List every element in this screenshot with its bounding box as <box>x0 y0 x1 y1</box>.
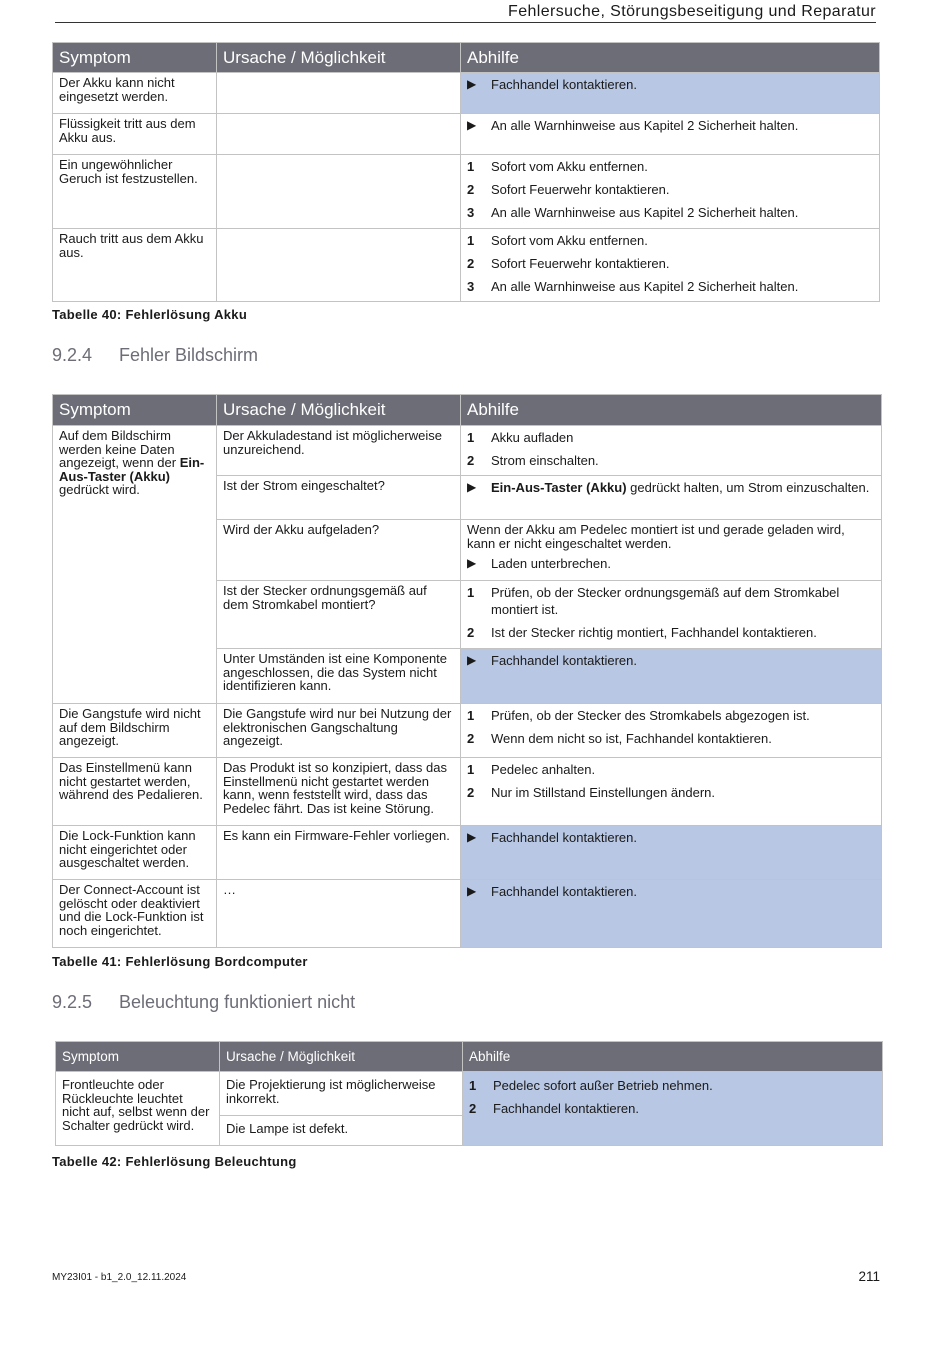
table-caption: Tabelle 40: Fehlerlösung Akku <box>52 307 248 322</box>
remedy-cell <box>461 649 882 704</box>
symptom-cell: Das Einstellmenü kann nicht gestartet werden, während des Pedalieren. <box>53 758 217 826</box>
remedy-cell <box>461 229 880 302</box>
symptom-cell: Rauch tritt aus dem Akku aus. <box>53 229 217 302</box>
remedy-step: 2 Sofort Feuerwehr kontaktieren. <box>467 182 670 197</box>
remedy-step: ▶ An alle Warnhinweise aus Kapitel 2 Sicherheit halten. <box>467 118 799 133</box>
cause-cell <box>217 155 461 229</box>
table-caption: Tabelle 42: Fehlerlösung Beleuchtung <box>52 1154 297 1169</box>
col-cause: Ursache / Möglichkeit <box>217 43 461 73</box>
remedy-cell <box>461 758 882 826</box>
cause-cell: Die Lampe ist defekt. <box>220 1116 463 1146</box>
symptom-cell: Ein ungewöhnlicher Geruch ist festzustellen. <box>53 155 217 229</box>
remedy-step: 2 Sofort Feuerwehr kontaktieren. <box>467 256 670 271</box>
remedy-step: ▶ Fachhandel kontaktieren. <box>467 653 637 668</box>
remedy-cell <box>463 1072 883 1146</box>
remedy-cell <box>461 826 882 880</box>
cause-cell: Die Projektierung ist möglicherweise inkorrekt. <box>220 1072 463 1116</box>
remedy-step: 1 Prüfen, ob der Stecker ordnungsgemäß auf dem Stromkabel montiert ist. <box>467 585 840 617</box>
remedy-step: ▶ Fachhandel kontaktieren. <box>467 884 637 899</box>
remedy-note: Wenn der Akku am Pedelec montiert ist und gerade geladen wird, kann er nicht eingeschaltet werden. <box>467 522 845 551</box>
remedy-cell <box>461 73 880 114</box>
table-row <box>53 73 880 114</box>
cause-cell <box>217 114 461 155</box>
remedy-step: 2 Nur im Stillstand Einstellungen ändern. <box>467 785 716 800</box>
table-row <box>53 229 880 302</box>
cause-cell: Es kann ein Firmware-Fehler vorliegen. <box>217 826 461 880</box>
col-cause: Ursache / Möglichkeit <box>220 1042 463 1072</box>
remedy-step: ▶ Fachhandel kontaktieren. <box>467 830 637 845</box>
table-row <box>56 1072 883 1116</box>
section-title: Beleuchtung funktioniert nicht <box>119 992 356 1012</box>
cause-cell: Die Gangstufe wird nur bei Nutzung der elektronischen Gangschaltung angezeigt. <box>217 704 461 758</box>
symptom-cell: Auf dem Bildschirm werden keine Daten angezeigt, wenn der Ein-Aus-Taster (Akku) gedrückt wird. <box>53 426 217 704</box>
section-heading <box>52 345 258 366</box>
arrow-right-icon: ▶ <box>467 480 477 494</box>
table-row <box>53 758 882 826</box>
arrow-right-icon: ▶ <box>467 884 477 898</box>
symptom-cell: Der Akku kann nicht eingesetzt werden. <box>53 73 217 114</box>
table-row <box>53 114 880 155</box>
col-cause: Ursache / Möglichkeit <box>217 395 461 426</box>
cause-cell: Das Produkt ist so konzipiert, dass das Einstellmenü nicht gestartet werden kann, wenn feststellt wird, dass das Pedelec fährt. Das ist keine Störung. <box>217 758 461 826</box>
table-beleuchtung <box>55 1041 883 1146</box>
remedy-cell <box>461 476 882 520</box>
table-row <box>53 155 880 229</box>
table-header-row <box>53 43 880 73</box>
cause-cell: Wird der Akku aufgeladen? <box>217 520 461 581</box>
arrow-right-icon: ▶ <box>467 556 477 570</box>
page-header <box>55 0 876 23</box>
cause-cell: Ist der Strom eingeschaltet? <box>217 476 461 520</box>
remedy-cell <box>461 704 882 758</box>
table-row <box>53 880 882 948</box>
remedy-step: 2 Ist der Stecker richtig montiert, Fachhandel kontaktieren. <box>467 625 817 640</box>
cause-cell: Unter Umständen ist eine Komponente angeschlossen, die das System nicht identifizieren kann. <box>217 649 461 704</box>
arrow-right-icon: ▶ <box>467 830 477 844</box>
chapter-title: Fehlersuche, Störungsbeseitigung und Reparatur <box>508 3 876 20</box>
remedy-cell <box>461 880 882 948</box>
cause-cell: Ist der Stecker ordnungsgemäß auf dem Stromkabel montiert? <box>217 581 461 649</box>
symptom-cell: Frontleuchte oder Rückleuchte leuchtet nicht auf, selbst wenn der Schalter gedrückt wird. <box>56 1072 220 1146</box>
arrow-right-icon: ▶ <box>467 77 477 91</box>
remedy-cell <box>461 155 880 229</box>
table-row <box>53 426 882 476</box>
cause-cell <box>217 229 461 302</box>
table-akku <box>52 42 880 302</box>
remedy-step: ▶ Ein-Aus-Taster (Akku) gedrückt halten, um Strom einzuschalten. <box>467 480 870 495</box>
section-number: 9.2.5 <box>52 992 93 1012</box>
page-number: 211 <box>858 1269 880 1284</box>
symptom-cell: Flüssigkeit tritt aus dem Akku aus. <box>53 114 217 155</box>
col-symptom: Symptom <box>53 395 217 426</box>
remedy-step: 1 Pedelec sofort außer Betrieb nehmen. <box>469 1078 713 1093</box>
symptom-cell: Die Lock-Funktion kann nicht eingerichtet oder ausgeschaltet werden. <box>53 826 217 880</box>
remedy-cell <box>461 520 882 581</box>
col-symptom: Symptom <box>53 43 217 73</box>
table-bordcomputer <box>52 394 882 948</box>
remedy-cell <box>461 114 880 155</box>
remedy-step: 2 Strom einschalten. <box>467 453 599 468</box>
remedy-cell <box>461 581 882 649</box>
cause-cell <box>217 73 461 114</box>
remedy-step: 3 An alle Warnhinweise aus Kapitel 2 Sicherheit halten. <box>467 205 799 220</box>
remedy-step: 3 An alle Warnhinweise aus Kapitel 2 Sicherheit halten. <box>467 279 799 294</box>
remedy-step: 1 Akku aufladen <box>467 430 574 445</box>
table-row <box>53 826 882 880</box>
col-remedy: Abhilfe <box>463 1042 883 1072</box>
cause-cell: Der Akkuladestand ist möglicherweise unzureichend. <box>217 426 461 476</box>
col-remedy: Abhilfe <box>461 395 882 426</box>
remedy-cell <box>461 426 882 476</box>
remedy-step: ▶ Laden unterbrechen. <box>467 556 611 571</box>
remedy-step: ▶ Fachhandel kontaktieren. <box>467 77 637 92</box>
cause-cell: … <box>217 880 461 948</box>
remedy-step: 1 Sofort vom Akku entfernen. <box>467 233 648 248</box>
col-remedy: Abhilfe <box>461 43 880 73</box>
remedy-step: 1 Sofort vom Akku entfernen. <box>467 159 648 174</box>
remedy-step: 1 Pedelec anhalten. <box>467 762 596 777</box>
arrow-right-icon: ▶ <box>467 118 477 132</box>
remedy-step: 1 Prüfen, ob der Stecker des Stromkabels abgezogen ist. <box>467 708 810 723</box>
section-heading <box>52 992 355 1013</box>
remedy-step: 2 Wenn dem nicht so ist, Fachhandel kontaktieren. <box>467 731 772 746</box>
document-id: MY23I01 - b1_2.0_12.11.2024 <box>52 1272 187 1283</box>
section-number: 9.2.4 <box>52 345 93 365</box>
table-header-row <box>53 395 882 426</box>
table-row <box>53 704 882 758</box>
remedy-step: 2 Fachhandel kontaktieren. <box>469 1101 639 1116</box>
table-caption: Tabelle 41: Fehlerlösung Bordcomputer <box>52 954 308 969</box>
section-title: Fehler Bildschirm <box>119 345 259 365</box>
symptom-cell: Die Gangstufe wird nicht auf dem Bildschirm angezeigt. <box>53 704 217 758</box>
col-symptom: Symptom <box>56 1042 220 1072</box>
table-header-row <box>56 1042 883 1072</box>
symptom-cell: Der Connect-Account ist gelöscht oder deaktiviert und die Lock-Funktion ist noch eingerichtet. <box>53 880 217 948</box>
arrow-right-icon: ▶ <box>467 653 477 667</box>
